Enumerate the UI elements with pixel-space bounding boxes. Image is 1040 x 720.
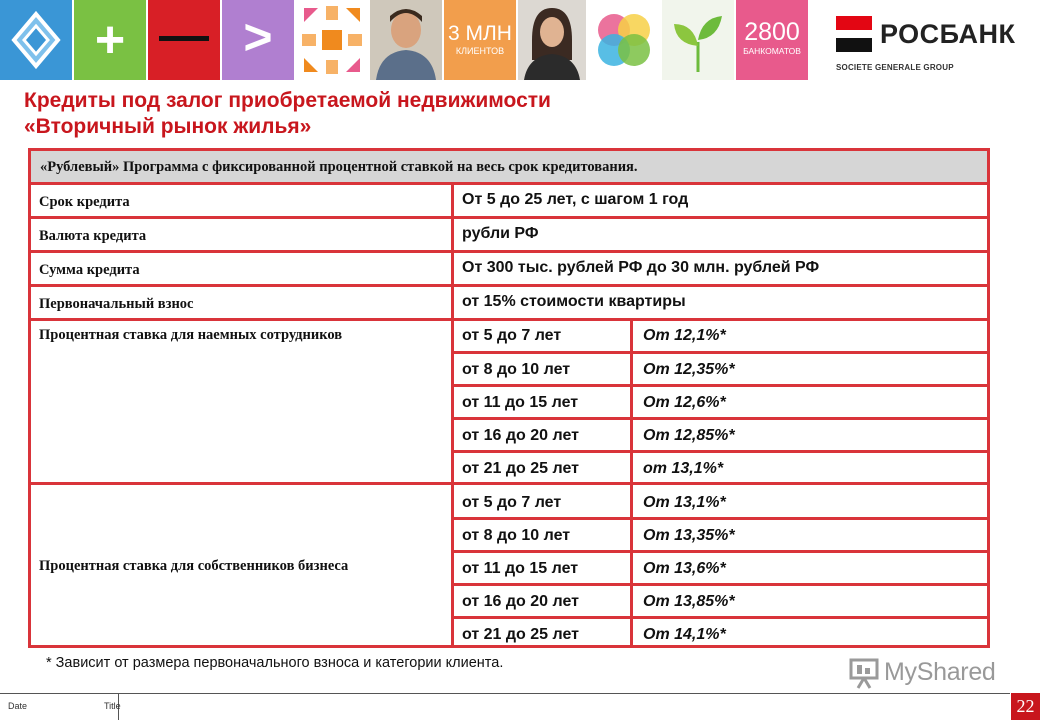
row-downpayment-value: от 15% стоимости квартиры — [462, 293, 686, 310]
tile-plus — [74, 0, 146, 80]
owners-term-2: от 8 до 10 лет — [462, 527, 571, 544]
colorful-circles-icon — [588, 0, 660, 80]
logo-name: РОСБАНК — [880, 19, 1016, 49]
title-line-2: «Вторичный рынок жилья» — [24, 115, 312, 138]
owners-rate-5: От 14,1%* — [643, 626, 726, 643]
row-amount-label: Сумма кредита — [39, 262, 140, 278]
atm-label: БАНКОМАТОВ — [743, 46, 801, 56]
row-currency-value: рубли РФ — [462, 225, 539, 242]
tile-minus — [148, 0, 220, 80]
footnote: * Зависит от размера первоначального взноса и категории клиента. — [46, 655, 504, 671]
page-title — [24, 88, 784, 140]
employees-term-4: от 16 до 20 лет — [462, 427, 579, 444]
owners-term-5: от 21 до 25 лет — [462, 626, 579, 643]
employees-term-1: от 5 до 7 лет — [462, 327, 562, 344]
owners-rate-label: Процентная ставка для собственников бизнеса — [39, 558, 349, 574]
grid-line — [630, 318, 633, 648]
owners-term-1: от 5 до 7 лет — [462, 494, 562, 511]
row-term-value: От 5 до 25 лет, с шагом 1 год — [462, 191, 689, 208]
owners-term-4: от 16 до 20 лет — [462, 593, 579, 610]
clients-number: 3 МЛН — [448, 22, 512, 45]
row-term-label: Срок кредита — [39, 194, 130, 210]
tile-photo-man — [370, 0, 442, 80]
grid-line — [451, 417, 987, 420]
footer-title-label: Title — [104, 701, 121, 711]
grid-line — [31, 250, 987, 253]
loan-terms-table — [28, 148, 990, 648]
grid-line — [451, 450, 987, 453]
row-amount-value: От 300 тыс. рублей РФ до 30 млн. рублей РФ — [462, 259, 820, 276]
grid-line — [31, 482, 987, 485]
employees-rate-4: От 12,85%* — [643, 427, 735, 444]
woman-portrait-image — [518, 0, 586, 80]
tile-bank-icon — [0, 0, 72, 80]
bank-emblem-icon — [0, 0, 72, 80]
employees-rate-3: От 12,6%* — [643, 394, 726, 411]
employees-term-2: от 8 до 10 лет — [462, 361, 571, 378]
header-banner — [0, 0, 810, 80]
owners-rate-4: От 13,85%* — [643, 593, 735, 610]
watermark-text: MyShared — [884, 658, 996, 686]
tile-photo-woman — [518, 0, 586, 80]
grid-line — [451, 182, 454, 648]
tile-clients — [444, 0, 516, 80]
rosbank-logo-mark-icon — [836, 16, 872, 52]
grid-line — [31, 284, 987, 287]
myshared-watermark — [848, 656, 1008, 692]
employees-rate-1: От 12,1%* — [643, 327, 726, 344]
owners-rate-2: От 13,35%* — [643, 527, 735, 544]
grid-line — [451, 351, 987, 354]
footer-divider — [0, 693, 1010, 694]
owners-term-3: от 11 до 15 лет — [462, 560, 579, 577]
tile-arrows — [296, 0, 368, 80]
owners-rate-1: От 13,1%* — [643, 494, 726, 511]
man-portrait-image — [370, 0, 442, 80]
tile-greater — [222, 0, 294, 80]
plus-icon: + — [94, 11, 126, 69]
grid-line — [451, 616, 987, 619]
converging-arrows-icon — [296, 0, 368, 80]
employees-term-3: от 11 до 15 лет — [462, 394, 579, 411]
logo-subtitle: SOCIETE GENERALE GROUP — [836, 63, 954, 72]
footer-date-label: Date — [8, 701, 28, 711]
rosbank-logo — [836, 16, 1026, 76]
grid-line — [451, 550, 987, 553]
tile-circles — [588, 0, 660, 80]
title-line-1: Кредиты под залог приобретаемой недвижимости — [24, 89, 551, 112]
atm-number: 2800 — [744, 18, 800, 46]
minus-icon: — — [159, 7, 209, 63]
clients-label: КЛИЕНТОВ — [455, 46, 505, 56]
row-downpayment-label: Первоначальный взнос — [39, 296, 194, 312]
row-currency-label: Валюта кредита — [39, 228, 147, 244]
greater-than-icon: > — [243, 9, 273, 65]
grid-line — [31, 216, 987, 219]
employees-term-5: от 21 до 25 лет — [462, 460, 579, 477]
sprout-icon — [662, 0, 734, 80]
page-number: 22 — [1011, 693, 1040, 720]
grid-line — [31, 182, 987, 185]
grid-line — [451, 583, 987, 586]
grid-line — [451, 384, 987, 387]
employees-rate-5: от 13,1%* — [643, 460, 724, 477]
employees-rate-label: Процентная ставка для наемных сотрудников — [39, 327, 343, 343]
tile-atm — [736, 0, 808, 80]
presentation-board-icon — [848, 656, 882, 690]
grid-line — [31, 318, 987, 321]
owners-rate-3: От 13,6%* — [643, 560, 726, 577]
table-header: «Рублевый» Программа с фиксированной процентной ставкой на весь срок кредитования. — [31, 151, 987, 184]
tile-plant — [662, 0, 734, 80]
grid-line — [451, 517, 987, 520]
employees-rate-2: От 12,35%* — [643, 361, 735, 378]
